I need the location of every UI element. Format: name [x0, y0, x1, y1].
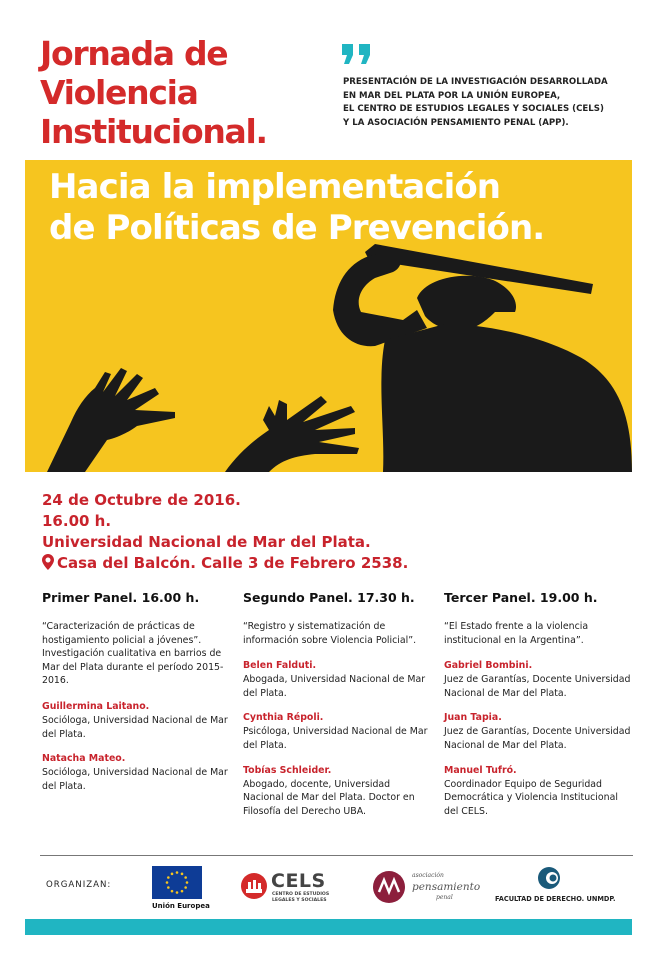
- eu-star-icon: [166, 881, 169, 884]
- cels-subtitle: CENTRO DE ESTUDIOS LEGALES Y SOCIALES: [272, 892, 330, 903]
- eu-star-icon: [181, 890, 184, 893]
- event-university: Universidad Nacional de Mar del Plata.: [42, 533, 371, 551]
- cels-name: CELS: [271, 870, 326, 892]
- eu-star-icon: [181, 873, 184, 876]
- event-address-line: [42, 553, 408, 574]
- panel-talk: “El Estado frente a la violencia institucional en la Argentina”.: [444, 621, 589, 646]
- speaker-role: Socióloga, Universidad Nacional de Mar del Plata.: [42, 714, 228, 740]
- footer-bar: [25, 919, 632, 935]
- app-logo-text-big: pensamiento: [412, 881, 481, 893]
- speaker-name: Cynthia Répoli.: [243, 712, 324, 724]
- speaker-name: Manuel Tufró.: [444, 764, 517, 776]
- speaker-role: Abogada, Universidad Nacional de Mar del Plata.: [243, 674, 426, 699]
- app-logo: [372, 870, 482, 904]
- speaker: [444, 711, 634, 752]
- app-logo-text-small: asociación: [412, 872, 444, 879]
- presentation-line: EN MAR DEL PLATA POR LA UNIÓN EUROPEA,: [343, 90, 561, 101]
- organizers-label: ORGANIZAN:: [46, 880, 112, 890]
- eu-star-icon: [184, 886, 187, 889]
- speaker-name: Tobías Schleider.: [243, 764, 332, 776]
- event-title-line: Institucional.: [40, 112, 267, 151]
- app-emblem-icon: [372, 870, 406, 904]
- eu-star-icon: [167, 886, 170, 889]
- event-title: [40, 34, 340, 151]
- divider: [40, 855, 633, 856]
- speaker-name: Natacha Mateo.: [42, 753, 126, 765]
- speaker-role: Juez de Garantías, Docente Universidad Nacional de Mar del Plata.: [444, 726, 631, 751]
- eu-star-icon: [171, 890, 174, 893]
- speaker: [444, 659, 634, 700]
- eu-flag-icon: [152, 866, 202, 899]
- event-time: 16.00 h.: [42, 512, 112, 530]
- presentation-line: EL CENTRO DE ESTUDIOS LEGALES Y SOCIALES (CELS): [343, 104, 604, 115]
- speaker: [42, 752, 232, 793]
- event-title-line: Violencia: [40, 73, 198, 112]
- speaker-role: Psicóloga, Universidad Nacional de Mar del Plata.: [243, 726, 428, 751]
- panel-heading: Primer Panel. 16.00 h.: [42, 590, 200, 605]
- banner: [25, 160, 632, 472]
- speaker-name: Guillermina Laitano.: [42, 700, 150, 712]
- panel-talk: “Registro y sistematización de información sobre Violencia Policial”.: [243, 621, 417, 646]
- event-info: [42, 490, 408, 574]
- panel-3: [444, 590, 634, 829]
- faculty-label: FACULTAD DE DERECHO. UNMDP.: [495, 895, 616, 903]
- eu-star-icon: [176, 871, 179, 874]
- presentation-text: [343, 76, 643, 130]
- eu-star-icon: [184, 876, 187, 879]
- cels-emblem-icon: [240, 872, 268, 900]
- app-logo-text-tiny: penal: [436, 894, 453, 901]
- speaker-name: Juan Tapia.: [444, 712, 502, 724]
- event-title-line: Jornada de: [40, 34, 228, 73]
- speaker: [243, 711, 433, 752]
- speaker: [243, 659, 433, 700]
- speaker: [243, 764, 433, 819]
- speaker-role: Juez de Garantías, Docente Universidad Nacional de Mar del Plata.: [444, 674, 631, 699]
- presentation-line: Y LA ASOCIACIÓN PENSAMIENTO PENAL (APP).: [343, 117, 569, 128]
- panel-1: [42, 590, 232, 804]
- eu-label: Unión Europea: [152, 902, 210, 910]
- banner-title-line: Hacia la implementación: [49, 167, 501, 207]
- faculty-logo: [495, 866, 615, 906]
- map-pin-icon: [42, 554, 54, 570]
- panel-2: [243, 590, 433, 829]
- speaker-role: Socióloga, Universidad Nacional de Mar del Plata.: [42, 767, 228, 792]
- speaker: [42, 700, 232, 741]
- speaker: [444, 764, 634, 819]
- banner-title-line: de Políticas de Prevención.: [49, 208, 545, 248]
- event-date: 24 de Octubre de 2016.: [42, 491, 241, 509]
- faculty-emblem-icon: [537, 866, 563, 890]
- cels-logo: [240, 868, 340, 904]
- speaker-name: Gabriel Bombini.: [444, 660, 533, 672]
- speaker-role: Abogado, docente, Universidad Nacional de Mar del Plata. Doctor en Filosofía del Derecho UBA.: [243, 778, 415, 817]
- panel-heading: Segundo Panel. 17.30 h.: [243, 590, 415, 605]
- panel-talk: “Caracterización de prácticas de hostigamiento policial a jóvenes”. Investigación cualitativa en barrios de Mar del Plata durante el período 2015-2016.: [42, 621, 224, 687]
- speaker-role: Coordinador Equipo de Seguridad Democrática y Violencia Institucional del CELS.: [444, 778, 618, 817]
- event-address: Casa del Balcón. Calle 3 de Febrero 2538.: [57, 554, 409, 572]
- banner-title: [49, 167, 544, 249]
- speaker-name: Belen Falduti.: [243, 660, 317, 672]
- panel-heading: Tercer Panel. 19.00 h.: [444, 590, 598, 605]
- eu-logo: [152, 866, 210, 910]
- eu-star-icon: [167, 876, 170, 879]
- presentation-line: PRESENTACIÓN DE LA INVESTIGACIÓN DESARROLLADA: [343, 77, 608, 87]
- eu-star-icon: [176, 891, 179, 894]
- quote-icon: [340, 42, 384, 68]
- eu-star-icon: [171, 873, 174, 876]
- eu-star-icon: [186, 881, 189, 884]
